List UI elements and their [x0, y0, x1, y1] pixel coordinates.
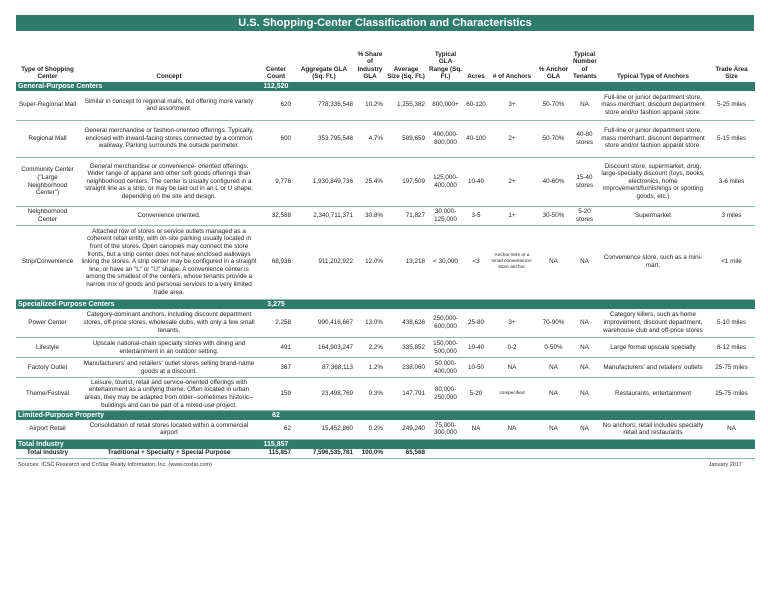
classification-table — [16, 31, 755, 459]
anchor-type-cell: Large format upscale specialty — [598, 338, 708, 358]
table-row — [16, 309, 755, 338]
aggregate-gla-cell: 778,336,548 — [293, 91, 355, 120]
share-cell: 10.2% — [355, 91, 385, 120]
center-type-cell: Strip/Convenience — [16, 225, 79, 299]
center-type-cell: Super-Regional Mall — [16, 91, 79, 120]
tenants-cell: NA — [571, 420, 598, 439]
share-cell: 0.3% — [355, 378, 385, 411]
col-header: Typical GLA Range (Sq. Ft.) — [429, 50, 462, 81]
center-count-cell: 32,588 — [259, 206, 293, 225]
anchor-type-cell: Category killers, such as home improvement, discount department, warehouse club and off-price stores — [598, 309, 708, 338]
header-row — [16, 31, 755, 82]
share-cell: 1.2% — [355, 358, 385, 378]
concept-cell: Consolidation of retail stores located within a commercial airport — [79, 420, 259, 439]
center-count-cell: 9,776 — [259, 157, 293, 206]
gla-range-cell: 30,000-125,000 — [427, 206, 464, 225]
tenants-cell: NA — [571, 378, 598, 411]
section-label: General-Purpose Centers — [16, 82, 259, 91]
acres-cell: 25-80 — [464, 309, 488, 338]
col-header: Type of Shopping Center — [21, 65, 74, 81]
section-spacer — [293, 439, 755, 449]
trade-area-cell: 8-12 miles — [708, 338, 755, 358]
anchors-cell: NA — [488, 420, 536, 439]
center-type-cell: Regional Mall — [16, 120, 79, 157]
source-note: Sources: ICSC Research and CoStar Realty Information, Inc. (www.costar.com) — [18, 461, 212, 468]
section-label: Total Industry — [16, 439, 259, 449]
trade-area-cell: 3 miles — [708, 206, 755, 225]
table-row — [16, 358, 755, 378]
tenants-cell: 5-20 stores — [571, 206, 598, 225]
total-concept: Traditional + Specialty + Special Purpose — [79, 449, 259, 459]
anchors-cell: 3+ — [488, 309, 536, 338]
center-type-cell: Neighborhood Center — [16, 206, 79, 225]
col-header: Trade Area Size — [715, 65, 748, 81]
col-header: Typical Type of Anchors — [617, 73, 689, 81]
col-header: Average Size (Sq. Ft.) — [387, 65, 425, 81]
gla-range-cell: 150,000-500,000 — [427, 338, 464, 358]
section-spacer — [293, 299, 755, 309]
section-label: Specialized-Purpose Centers — [16, 299, 259, 309]
anchors-cell: NA — [488, 358, 536, 378]
col-header: Typical Number of Tenants — [573, 50, 597, 81]
center-count-cell: 491 — [259, 338, 293, 358]
anchor-gla-cell: NA — [536, 420, 571, 439]
gla-range-cell: 125,000-400,000 — [427, 157, 464, 206]
aggregate-gla-cell: 23,498,769 — [293, 378, 355, 411]
section-row — [16, 299, 755, 309]
tenants-cell: NA — [571, 91, 598, 120]
table-body — [16, 82, 755, 458]
section-row — [16, 82, 755, 91]
anchors-cell: Unspecified — [488, 378, 536, 411]
center-count-cell: 159 — [259, 378, 293, 411]
col-header: Center Count — [266, 65, 286, 81]
table-row — [16, 206, 755, 225]
share-cell: 2.2% — [355, 338, 385, 358]
acres-cell: 3-5 — [464, 206, 488, 225]
col-header: Concept — [156, 73, 182, 81]
section-count: 115,857 — [259, 439, 293, 449]
average-size-cell: 249,240 — [385, 420, 427, 439]
concept-cell: General merchandise or convenience- oriented offerings. Wider range of apparel and other soft goods offerings than neighborhood centers. The center is usually configured in a straight line as a strip, or may be laid out in an L or U shape, depending on the site and design. — [79, 157, 259, 206]
table-row — [16, 225, 755, 299]
anchors-cell: 3+ — [488, 91, 536, 120]
anchor-type-cell: Full-line or junior department store, mass merchant, discount department store and/or fashion apparel store. — [598, 120, 708, 157]
page-title: U.S. Shopping-Center Classification and Characteristics — [16, 15, 754, 31]
gla-range-cell: 75,000-300,000 — [427, 420, 464, 439]
acres-cell: <3 — [464, 225, 488, 299]
center-count-cell: 620 — [259, 91, 293, 120]
anchor-type-cell: Full-line or junior department store, mass merchant, discount department store and/or fashion apparel store. — [598, 91, 708, 120]
aggregate-gla-cell: 164,903,247 — [293, 338, 355, 358]
share-cell: 30.8% — [355, 206, 385, 225]
acres-cell: 40-100 — [464, 120, 488, 157]
col-header: # of Anchors — [492, 73, 532, 81]
anchor-gla-cell: 0-50% — [536, 338, 571, 358]
average-size-cell: 13,218 — [385, 225, 427, 299]
col-header: % Share of Industry GLA — [357, 50, 383, 81]
anchor-gla-cell: 40-60% — [536, 157, 571, 206]
anchor-type-cell: Manufacturers' and retailers' outlets — [598, 358, 708, 378]
section-count: 3,275 — [259, 299, 293, 309]
trade-area-cell: 3-6 miles — [708, 157, 755, 206]
anchor-gla-cell: 30-50% — [536, 206, 571, 225]
concept-cell: General merchandise or fashion-oriented offerings. Typically, enclosed with inward-facing stores connected by a common walkway. Parking surrounds the outside perimeter. — [79, 120, 259, 157]
gla-range-cell: < 30,000 — [427, 225, 464, 299]
total-average: 65,568 — [385, 449, 427, 459]
acres-cell: 10-50 — [464, 358, 488, 378]
table-row — [16, 420, 755, 439]
acres-cell: NA — [464, 420, 488, 439]
center-type-cell: Power Center — [16, 309, 79, 338]
tenants-cell: NA — [571, 309, 598, 338]
acres-cell: 5-20 — [464, 378, 488, 411]
concept-cell: Upscale national-chain specialty stores with dining and entertainment in an outdoor setting. — [79, 338, 259, 358]
aggregate-gla-cell: 990,416,667 — [293, 309, 355, 338]
center-type-cell: Airport Retail — [16, 420, 79, 439]
trade-area-cell: 5-10 miles — [708, 309, 755, 338]
anchors-cell: 2+ — [488, 120, 536, 157]
trade-area-cell: <1 mile — [708, 225, 755, 299]
acres-cell: 60-120 — [464, 91, 488, 120]
tenants-cell: NA — [571, 358, 598, 378]
center-count-cell: 2,258 — [259, 309, 293, 338]
aggregate-gla-cell: 2,340,711,371 — [293, 206, 355, 225]
total-label: Total Industry — [16, 449, 79, 459]
anchor-gla-cell: 70-90% — [536, 309, 571, 338]
col-header: Aggregate GLA (Sq. Ft.) — [300, 65, 348, 81]
share-cell: 4.7% — [355, 120, 385, 157]
trade-area-cell: 25-75 miles — [708, 378, 755, 411]
trade-area-cell: 25-75 miles — [708, 358, 755, 378]
aggregate-gla-cell: 87,368,113 — [293, 358, 355, 378]
aggregate-gla-cell: 353,795,548 — [293, 120, 355, 157]
table-row — [16, 91, 755, 120]
table-row — [16, 120, 755, 157]
average-size-cell: 238,060 — [385, 358, 427, 378]
anchor-type-cell: No anchors; retail includes specialty retail and restaurants — [598, 420, 708, 439]
aggregate-gla-cell: 911,202,922 — [293, 225, 355, 299]
trade-area-cell: NA — [708, 420, 755, 439]
center-count-cell: 367 — [259, 358, 293, 378]
concept-cell: Manufacturers' and retailers' outlet stores selling brand-name goods at a discount. — [79, 358, 259, 378]
total-gla: 7,596,535,781 — [293, 449, 355, 459]
acres-cell: 10-40 — [464, 157, 488, 206]
concept-cell: Convenience oriented. — [79, 206, 259, 225]
anchor-gla-cell: NA — [536, 358, 571, 378]
aggregate-gla-cell: 1,930,849,736 — [293, 157, 355, 206]
gla-range-cell: 400,000-800,000 — [427, 120, 464, 157]
trade-area-cell: 5-25 miles — [708, 91, 755, 120]
gla-range-cell: 50,000-400,000 — [427, 358, 464, 378]
share-cell: 25.4% — [355, 157, 385, 206]
anchor-gla-cell: 50-70% — [536, 91, 571, 120]
section-count: 62 — [259, 411, 293, 421]
anchor-type-cell: Supermarket — [598, 206, 708, 225]
total-count: 115,857 — [259, 449, 293, 459]
section-count: 112,520 — [259, 82, 293, 91]
table-row — [16, 378, 755, 411]
section-label: Limited-Purpose Property — [16, 411, 259, 421]
col-header: Acres — [467, 73, 485, 81]
footer — [16, 462, 754, 470]
anchors-cell: 0-2 — [488, 338, 536, 358]
center-count-cell: 62 — [259, 420, 293, 439]
average-size-cell: 197,509 — [385, 157, 427, 206]
gla-range-cell: 250,000-600,000 — [427, 309, 464, 338]
anchor-gla-cell: 50-70% — [536, 120, 571, 157]
center-type-cell: Lifestyle — [16, 338, 79, 358]
concept-cell: Similar in concept to regional malls, but offering more variety and assortment. — [79, 91, 259, 120]
concept-cell: Category-dominant anchors, including discount department stores, off-price stores, wholesale clubs, with only a few small tenants. — [79, 309, 259, 338]
section-row — [16, 411, 755, 421]
total-row — [16, 449, 755, 459]
share-cell: 0.2% — [355, 420, 385, 439]
center-type-cell: Theme/Festival — [16, 378, 79, 411]
concept-cell: Attached row of stores or service outlets managed as a coherent retail entity, with on-site parking usually located in front of the stores. Open canopies may connect the store fronts, but a strip center does not have enclosed walkways linking the stores. A strip center may be configured in a straight line, or have an "L" or "U" shape. A convenience center is among the smallest of the centers, whose tenants provide a narrow mix of goods and personal services to a very limited trade area. — [79, 225, 259, 299]
average-size-cell: 589,659 — [385, 120, 427, 157]
average-size-cell: 71,827 — [385, 206, 427, 225]
center-type-cell: Factory Outlet — [16, 358, 79, 378]
anchor-type-cell: Restaurants, entertainment — [598, 378, 708, 411]
classification-sheet — [16, 15, 754, 470]
average-size-cell: 1,255,382 — [385, 91, 427, 120]
anchors-cell: Anchor-less or a small convenience-store anchor. — [488, 225, 536, 299]
aggregate-gla-cell: 15,452,860 — [293, 420, 355, 439]
center-type-cell: Community Center ("Large Neighborhood Center") — [16, 157, 79, 206]
total-spacer — [427, 449, 755, 459]
section-spacer — [293, 82, 755, 91]
acres-cell: 10-40 — [464, 338, 488, 358]
section-spacer — [293, 411, 755, 421]
anchor-type-cell: Convenience store, such as a mini-mart. — [598, 225, 708, 299]
average-size-cell: 335,852 — [385, 338, 427, 358]
trade-area-cell: 5-15 miles — [708, 120, 755, 157]
anchor-gla-cell: NA — [536, 378, 571, 411]
section-row — [16, 439, 755, 449]
concept-cell: Leisure, tourist, retail and service-oriented offerings with entertainment as a unifying theme. Often located in urban areas, they may be adapted from older--sometimes historic--buildings and can be part of a mixed-use project. — [79, 378, 259, 411]
col-header: % Anchor GLA — [538, 65, 569, 81]
average-size-cell: 438,626 — [385, 309, 427, 338]
center-count-cell: 68,936 — [259, 225, 293, 299]
table-row — [16, 157, 755, 206]
average-size-cell: 147,791 — [385, 378, 427, 411]
gla-range-cell: 800,000+ — [427, 91, 464, 120]
tenants-cell: 15-40 stores — [571, 157, 598, 206]
gla-range-cell: 80,000-250,000 — [427, 378, 464, 411]
date-note: January 2017 — [708, 461, 742, 468]
anchors-cell: 2+ — [488, 157, 536, 206]
tenants-cell: 40-80 stores — [571, 120, 598, 157]
tenants-cell: NA — [571, 225, 598, 299]
share-cell: 13.0% — [355, 309, 385, 338]
tenants-cell: NA — [571, 338, 598, 358]
anchors-cell: 1+ — [488, 206, 536, 225]
anchor-type-cell: Discount store, supermarket, drug, large-specialty discount (toys, books, electronics, home improvement/furnishings or sporting goods, etc.) — [598, 157, 708, 206]
share-cell: 12.0% — [355, 225, 385, 299]
total-share: 100.0% — [355, 449, 385, 459]
table-row — [16, 338, 755, 358]
center-count-cell: 600 — [259, 120, 293, 157]
anchor-gla-cell: NA — [536, 225, 571, 299]
